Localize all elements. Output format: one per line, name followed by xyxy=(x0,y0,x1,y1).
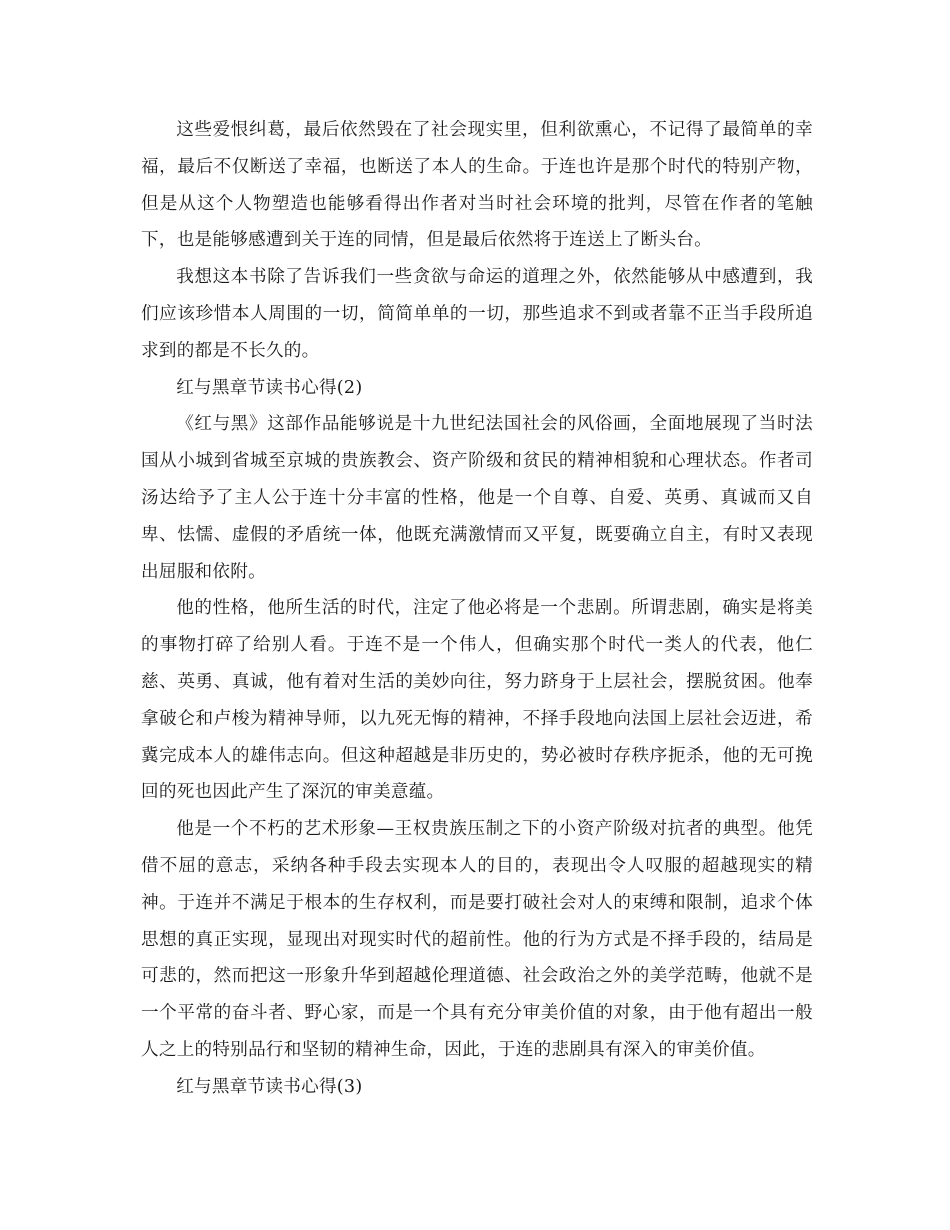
section-heading-2: 红与黑章节读书心得(2) xyxy=(176,377,363,398)
section-heading-3: 红与黑章节读书心得(3) xyxy=(176,1076,363,1097)
paragraph-4: 他的性格，他所生活的时代，注定了他必将是一个悲剧。所谓悲剧，确实是将美的事物打碎了给别人看。于连不是一个伟人，但确实那个时代一类人的代表，他仁慈、英勇、真诚，他有着对生活的美妙向往，努力跻身于上层社会，摆脱贫困。他奉拿破仑和卢梭为精神导师，以九死无悔的精神，不择手段地向法国上层社会迈进，希冀完成本人的雄伟志向。但这种超越是非历史的，势必被时存秩序扼杀，他的无可挽回的死也因此产生了深沉的审美意蕴。 xyxy=(141,598,813,803)
paragraph-3: 《红与黑》这部作品能够说是十九世纪法国社会的风俗画，全面地展现了当时法国从小城到省城至京城的贵族教会、资产阶级和贫民的精神相貌和心理状态。作者司汤达给予了主人公于连十分丰富的性格，他是一个自尊、自爱、英勇、真诚而又自卑、怯懦、虚假的矛盾统一体，他既充满激情而又平复，既要确立自主，有时又表现出屈服和依附。 xyxy=(141,414,813,582)
document-body xyxy=(141,112,813,1106)
paragraph-1: 这些爱恨纠葛，最后依然毁在了社会现实里，但利欲熏心，不记得了最简单的幸福，最后不仅断送了幸福，也断送了本人的生命。于连也许是那个时代的特别产物，但是从这个人物塑造也能够看得出作者对当时社会环境的批判，尽管在作者的笔触下，也是能够感遭到关于连的同情，但是最后依然将于连送上了断头台。 xyxy=(141,120,813,251)
paragraph-2: 我想这本书除了告诉我们一些贪欲与命运的道理之外，依然能够从中感遭到，我们应该珍惜本人周围的一切，简简单单的一切，那些追求不到或者靠不正当手段所追求到的都是不长久的。 xyxy=(141,267,813,361)
paragraph-5: 他是一个不朽的艺术形象—王权贵族压制之下的小资产阶级对抗者的典型。他凭借不屈的意志，采纳各种手段去实现本人的目的，表现出令人叹服的超越现实的精神。于连并不满足于根本的生存权利，而是要打破社会对人的束缚和限制，追求个体思想的真正实现，显现出对现实时代的超前性。他的行为方式是不择手段的，结局是可悲的，然而把这一形象升华到超越伦理道德、社会政治之外的美学范畴，他就不是一个平常的奋斗者、野心家，而是一个具有充分审美价值的对象，由于他有超出一般人之上的特别品行和坚韧的精神生命，因此，于连的悲剧具有深入的审美价值。 xyxy=(141,819,813,1060)
